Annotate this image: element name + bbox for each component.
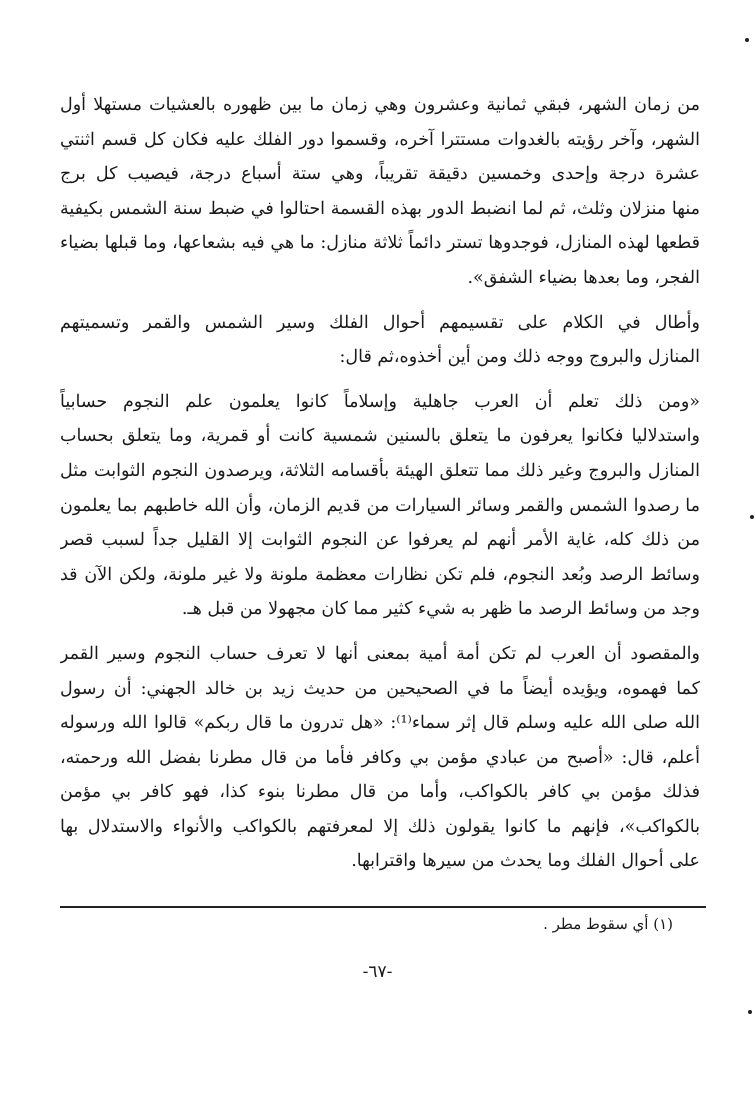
text-line: المنازل والبروج ووجه ذلك ومن أين أخذوه،ثم قال: — [339, 347, 700, 368]
text-line: والمقصود أن العرب لم تكن أمة أمية بمعنى أنها لا تعرف حساب النجوم وسير القمر — [60, 643, 700, 664]
text-line: فذلك مؤمن بي كافر بالكواكب، وأما من قال مطرنا بنوء كذا، فهو كافر بي مؤمن — [60, 782, 700, 803]
text-line: أعلم، قال: «أصبح من عبادي مؤمن بي وكافر فأما من قال مطرنا بفضل الله ورحمته، — [60, 747, 700, 768]
text-line: وأطال في الكلام على تقسيمهم أحوال الفلك وسير الشمس والقمر وتسميتهم — [60, 312, 700, 333]
paragraph-gap — [60, 375, 700, 385]
footnote-divider — [60, 906, 706, 908]
scan-mark — [745, 38, 749, 42]
paragraph — [60, 385, 700, 627]
text-line: الشهر، وآخر رؤيته بالغدوات مستترا آخره، وقسموا دور الفلك عليه فكان كل قسم اثنتي — [60, 129, 700, 150]
text-line: قطعها لهذه المنازل، فوجدوها تستر دائماً ثلاثة منازل: ما هي فيه بشعاعها، وما قبلها بضياء — [60, 233, 700, 254]
paragraph-gap — [60, 296, 700, 306]
text-line: واستدلاليا فكانوا يعرفون ما يتعلق بالسنين شمسية كانت أو قمرية، وما يتعلق بحساب — [60, 426, 700, 447]
text-line: المنازل والبروج وغير ذلك مما تتعلق الهيئة بأقسامه الثلاثة، ويرصدون النجوم الثوابت مثل — [60, 460, 700, 481]
paragraph — [60, 306, 700, 375]
page-body — [60, 88, 700, 879]
text-line: كما فهموه، ويؤيده أيضاً ما في الصحيحين من حديث زيد بن خالد الجهني: أن رسول — [60, 678, 700, 699]
text-line: من ذلك كله، غاية الأمر أنهم لم يعرفوا عن النجوم الثوابت إلا القليل جداً لسبب قصر — [60, 530, 700, 551]
text-line: الله صلى الله عليه وسلم قال إثر سماء⁽¹⁾: «هل تدرون ما قال ربكم» قالوا الله ورسوله — [60, 713, 700, 734]
scan-mark — [750, 515, 754, 519]
text-line: منها منزلان وثلث، ثم لما انضبط الدور بهذه القسمة احتالوا في ضبط سنة الشمس بكيفية — [60, 198, 700, 219]
scan-mark — [748, 1010, 752, 1014]
text-line: بالكواكب»، فإنهم ما كانوا يقولون ذلك إلا لمعرفتهم بالكواكب والأنواء والاستدلال بها — [60, 816, 700, 837]
footnote: (١) أي سقوط مطر . — [543, 915, 673, 933]
paragraph — [60, 637, 700, 879]
text-line: من زمان الشهر، فبقي ثمانية وعشرون وهي زمان ما بين ظهوره بالعشيات مستهلا أول — [60, 95, 700, 115]
text-line: «ومن ذلك تعلم أن العرب جاهلية وإسلاماً كانوا يعلمون علم النجوم حسابياً — [60, 391, 700, 412]
text-line: وسائط الرصد وبُعد النجوم، فلم تكن نظارات معظمة ملونة ولا غير ملونة، ولكن الآن قد — [60, 564, 700, 585]
text-line: الفجر، وما بعدها بضياء الشفق». — [467, 267, 700, 288]
page-number: -٦٧- — [362, 962, 393, 982]
text-line: وجد من وسائط الرصد ما ظهر به شيء كثير مما كان مجهولا من قبل هـ. — [181, 599, 700, 620]
text-line: عشرة درجة وإحدى وخمسين دقيقة تقريباً، وهي ستة أسباع درجة، فيصيب كل برج — [60, 164, 700, 185]
text-line: ما رصدوا الشمس والقمر وسائر السيارات من قديم الزمان، وأن الله خاطبهم بما يعلمون — [60, 495, 700, 516]
text-line: على أحوال الفلك وما يحدث من سيرها واقترابها. — [351, 851, 700, 872]
paragraph-gap — [60, 627, 700, 637]
paragraph — [60, 88, 700, 296]
